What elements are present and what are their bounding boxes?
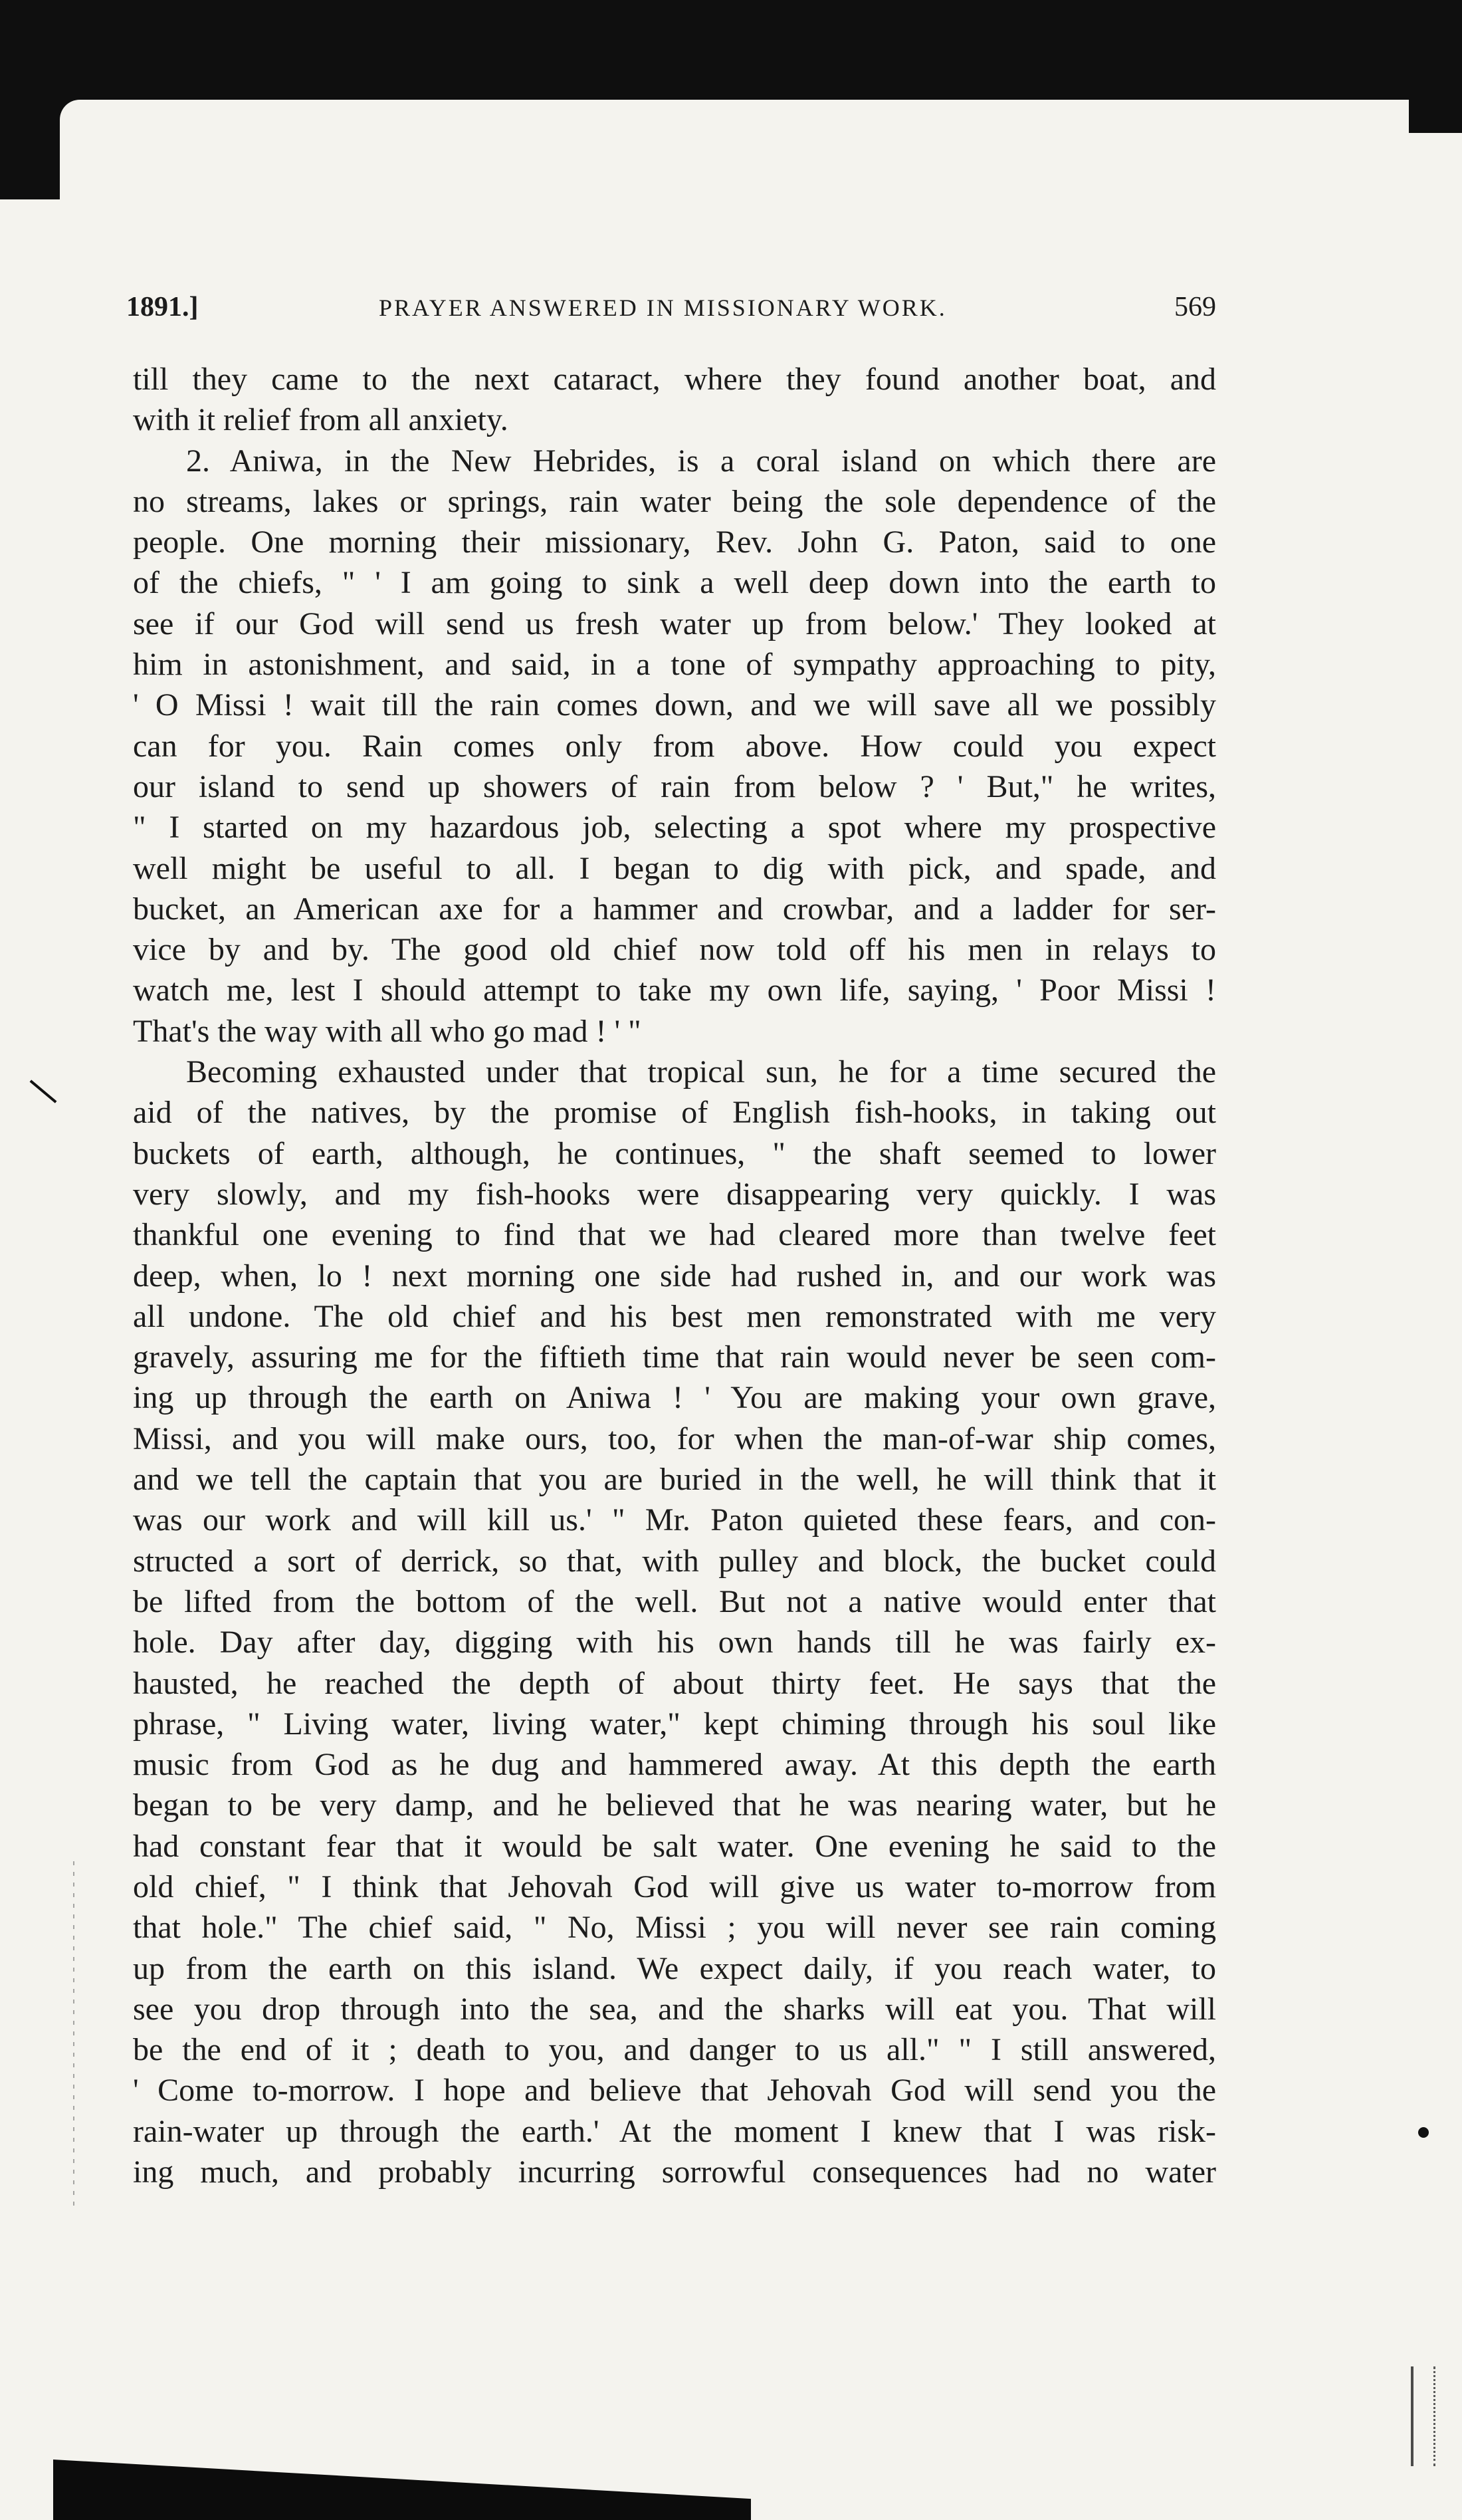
body-text: [133, 359, 1216, 2192]
header-year: 1891.]: [126, 292, 199, 322]
scan-mark: [30, 1080, 57, 1103]
text-line: aid of the natives, by the promise of English fish-hooks, in taking out: [133, 1095, 1216, 1131]
text-line: That's the way with all who go mad ! ' ": [133, 1013, 641, 1049]
text-line: rain-water up through the earth.' At the moment I knew that I was risk-: [133, 2113, 1216, 2149]
page-corner: [60, 100, 1409, 146]
text-line: be lifted from the bottom of the well. But not a native would enter that: [133, 1583, 1216, 1619]
scan-line: [73, 1861, 74, 2207]
running-header: [126, 291, 1216, 331]
text-line: vice by and by. The good old chief now told off his men in relays to: [133, 932, 1216, 968]
text-line: Missi, and you will make ours, too, for when the man-of-war ship comes,: [133, 1421, 1216, 1456]
scan-border-left: [0, 0, 60, 199]
text-line: of the chiefs, " ' I am going to sink a well deep down into the earth to: [133, 565, 1216, 601]
text-line: our island to send up showers of rain from below ? ' But," he writes,: [133, 768, 1216, 804]
text-line: be the end of it ; death to you, and danger to us all." " I still answered,: [133, 2032, 1216, 2068]
text-line: structed a sort of derrick, so that, with pulley and block, the bucket could: [133, 1543, 1216, 1579]
text-line: no streams, lakes or springs, rain water being the sole dependence of the: [133, 483, 1216, 519]
text-line: hausted, he reached the depth of about thirty feet. He says that the: [133, 1665, 1216, 1701]
text-line: bucket, an American axe for a hammer and crowbar, and a ladder for ser-: [133, 891, 1216, 927]
running-title: PRAYER ANSWERED IN MISSIONARY WORK.: [379, 294, 947, 321]
scan-mark-right: [1411, 2366, 1435, 2466]
text-line: watch me, lest I should attempt to take my own life, saying, ' Poor Missi !: [133, 973, 1216, 1008]
text-line: well might be useful to all. I began to dig with pick, and spade, and: [133, 850, 1216, 886]
text-line: was our work and will kill us.' " Mr. Paton quieted these fears, and con-: [133, 1502, 1216, 1538]
page-number: 569: [1174, 292, 1216, 322]
text-line: ' O Missi ! wait till the rain comes down, and we will save all we possibly: [133, 687, 1216, 723]
text-line: that hole." The chief said, " No, Missi ; you will never see rain coming: [133, 1910, 1216, 1946]
text-line: ' Come to-morrow. I hope and believe that Jehovah God will send you the: [133, 2073, 1216, 2109]
text-line: till they came to the next cataract, where they found another boat, and: [133, 362, 1216, 397]
text-line: phrase, " Living water, living water," kept chiming through his soul like: [133, 1706, 1216, 1742]
text-line: music from God as he dug and hammered away. At this depth the earth: [133, 1747, 1216, 1783]
text-line: see if our God will send us fresh water up from below.' They looked at: [133, 606, 1216, 641]
text-line: ing much, and probably incurring sorrowful consequences had no water: [133, 2154, 1216, 2190]
text-line: him in astonishment, and said, in a tone of sympathy approaching to pity,: [133, 647, 1216, 683]
text-line: Becoming exhausted under that tropical sun, he for a time secured the: [186, 1054, 1216, 1090]
text-line: 2. Aniwa, in the New Hebrides, is a coral island on which there are: [186, 443, 1216, 479]
text-line: thankful one evening to find that we had cleared more than twelve feet: [133, 1217, 1216, 1253]
text-line: can for you. Rain comes only from above. How could you expect: [133, 728, 1216, 764]
text-line: had constant fear that it would be salt water. One evening he said to the: [133, 1828, 1216, 1864]
text-line: gravely, assuring me for the fiftieth time that rain would never be seen com-: [133, 1339, 1216, 1375]
text-line: hole. Day after day, digging with his own hands till he was fairly ex-: [133, 1625, 1216, 1661]
text-line: see you drop through into the sea, and the sharks will eat you. That will: [133, 1991, 1216, 2027]
text-line: " I started on my hazardous job, selecting a spot where my prospective: [133, 810, 1216, 846]
scan-border-bottom: [53, 2460, 751, 2520]
text-line: ing up through the earth on Aniwa ! ' You are making your own grave,: [133, 1380, 1216, 1416]
text-line: old chief, " I think that Jehovah God will give us water to-morrow from: [133, 1869, 1216, 1904]
scan-dot: [1418, 2127, 1429, 2138]
text-line: with it relief from all anxiety.: [133, 402, 508, 438]
text-line: deep, when, lo ! next morning one side had rushed in, and our work was: [133, 1258, 1216, 1294]
text-line: very slowly, and my fish-hooks were disappearing very quickly. I was: [133, 1176, 1216, 1212]
text-line: up from the earth on this island. We expect daily, if you reach water, to: [133, 1950, 1216, 1986]
text-line: began to be very damp, and he believed that he was nearing water, but he: [133, 1787, 1216, 1823]
text-line: and we tell the captain that you are buried in the well, he will think that it: [133, 1462, 1216, 1498]
text-line: buckets of earth, although, he continues, " the shaft seemed to lower: [133, 1135, 1216, 1171]
text-line: people. One morning their missionary, Rev. John G. Paton, said to one: [133, 524, 1216, 560]
text-line: all undone. The old chief and his best men remonstrated with me very: [133, 1298, 1216, 1334]
scan-border-right: [1409, 0, 1462, 133]
